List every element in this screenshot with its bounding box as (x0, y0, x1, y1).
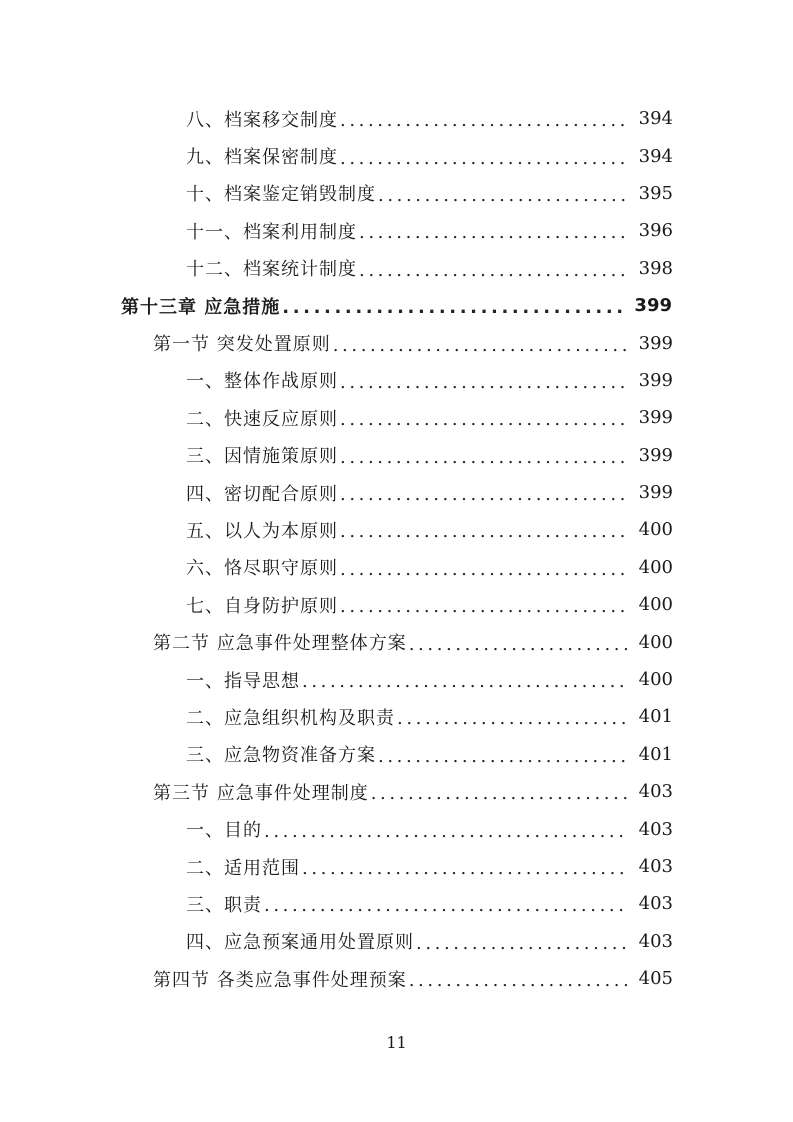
dot-leader (340, 596, 627, 617)
toc-entry-title: 二、快速反应原则 (186, 408, 338, 430)
toc-entry-title: 三、因情施策原则 (186, 446, 338, 468)
toc-entry-page: 403 (638, 930, 673, 952)
dot-leader (416, 933, 627, 954)
toc-entry-page: 405 (638, 968, 673, 990)
toc-entry[interactable] (0, 324, 793, 361)
dot-leader (340, 521, 627, 542)
toc-entry[interactable] (0, 362, 793, 399)
toc-entry-page: 399 (638, 369, 673, 391)
toc-entry-page: 399 (634, 295, 672, 317)
dot-leader (371, 783, 627, 804)
toc-entry-title: 第二节 应急事件处理整体方案 (153, 633, 407, 655)
toc-entry-title: 第十三章 应急措施 (121, 296, 281, 318)
toc-entry-title: 九、档案保密制度 (186, 147, 338, 169)
dot-leader (340, 148, 627, 169)
toc-entry-page: 399 (638, 332, 673, 354)
toc-entry-page: 400 (638, 631, 673, 653)
toc-entry[interactable] (0, 437, 793, 474)
toc-entry[interactable] (0, 923, 793, 960)
toc-entry[interactable] (0, 287, 793, 324)
toc-entry-page: 403 (638, 781, 673, 803)
toc-entry-page: 399 (638, 482, 673, 504)
dot-leader (340, 447, 627, 468)
toc-entry-title: 十二、档案统计制度 (186, 259, 357, 281)
toc-entry[interactable] (0, 810, 793, 847)
toc-entry-title: 一、整体作战原则 (186, 371, 338, 393)
dot-leader (302, 858, 627, 879)
toc-entry-page: 401 (638, 706, 673, 728)
toc-entry-title: 四、应急预案通用处置原则 (186, 932, 414, 954)
toc-entry[interactable] (0, 698, 793, 735)
toc-entry-title: 十一、档案利用制度 (186, 221, 357, 243)
toc-entry[interactable] (0, 549, 793, 586)
toc-entry-title: 三、职责 (186, 894, 262, 916)
page-number: 11 (386, 1033, 407, 1052)
toc-entry-page: 399 (638, 407, 673, 429)
toc-entry-title: 第三节 应急事件处理制度 (153, 782, 369, 804)
toc-entry[interactable] (0, 212, 793, 249)
toc-entry-page: 400 (638, 594, 673, 616)
toc-entry-title: 第四节 各类应急事件处理预案 (153, 969, 407, 991)
toc-entry-page: 398 (638, 257, 673, 279)
toc-entry[interactable] (0, 623, 793, 660)
dot-leader (340, 110, 627, 131)
toc-entry-title: 四、密切配合原则 (186, 483, 338, 505)
toc-entry-title: 五、以人为本原则 (186, 520, 338, 542)
dot-leader (378, 746, 627, 767)
toc-entry[interactable] (0, 399, 793, 436)
dot-leader (340, 372, 627, 393)
dot-leader (302, 671, 627, 692)
toc-entry-page: 400 (638, 669, 673, 691)
toc-entry[interactable] (0, 100, 793, 137)
toc-entry-page: 403 (638, 856, 673, 877)
toc-entry-page: 401 (638, 743, 673, 765)
toc-entry-title: 十、档案鉴定销毁制度 (186, 184, 376, 206)
dot-leader (282, 297, 626, 318)
dot-leader (359, 260, 627, 281)
dot-leader (359, 222, 627, 243)
toc-entry[interactable] (0, 885, 793, 922)
toc-entry-title: 二、适用范围 (186, 857, 300, 879)
toc-entry[interactable] (0, 250, 793, 287)
dot-leader (340, 484, 627, 505)
dot-leader (409, 634, 627, 655)
dot-leader (333, 335, 627, 356)
toc-entry-title: 七、自身防护原则 (186, 595, 338, 617)
dot-leader (340, 559, 627, 580)
dot-leader (397, 708, 627, 729)
toc-entry-page: 394 (638, 108, 673, 130)
toc-entry[interactable] (0, 848, 793, 885)
table-of-contents (0, 100, 793, 997)
toc-entry-title: 第一节 突发处置原则 (153, 334, 331, 356)
toc-entry[interactable] (0, 474, 793, 511)
toc-entry-page: 403 (638, 893, 673, 915)
toc-entry-page: 403 (638, 818, 673, 840)
toc-entry-title: 三、应急物资准备方案 (186, 745, 376, 767)
dot-leader (409, 970, 627, 991)
toc-entry-title: 一、指导思想 (186, 670, 300, 692)
dot-leader (378, 185, 627, 206)
toc-entry[interactable] (0, 661, 793, 698)
toc-entry-title: 六、恪尽职守原则 (186, 558, 338, 580)
dot-leader (264, 821, 627, 842)
toc-entry-title: 一、目的 (186, 820, 262, 842)
toc-entry-page: 400 (638, 519, 673, 541)
toc-entry-page: 394 (638, 145, 673, 167)
toc-entry[interactable] (0, 960, 793, 997)
toc-entry-page: 400 (638, 556, 673, 578)
toc-entry[interactable] (0, 736, 793, 773)
dot-leader (340, 409, 627, 430)
toc-entry[interactable] (0, 511, 793, 548)
toc-entry-title: 八、档案移交制度 (186, 109, 338, 131)
toc-entry[interactable] (0, 137, 793, 174)
toc-entry[interactable] (0, 175, 793, 212)
toc-entry-title: 二、应急组织机构及职责 (186, 707, 395, 729)
toc-entry-page: 399 (638, 444, 673, 466)
toc-entry-page: 396 (638, 220, 673, 242)
toc-entry[interactable] (0, 586, 793, 623)
dot-leader (264, 895, 627, 916)
toc-entry-page: 395 (638, 182, 673, 204)
toc-entry[interactable] (0, 773, 793, 810)
